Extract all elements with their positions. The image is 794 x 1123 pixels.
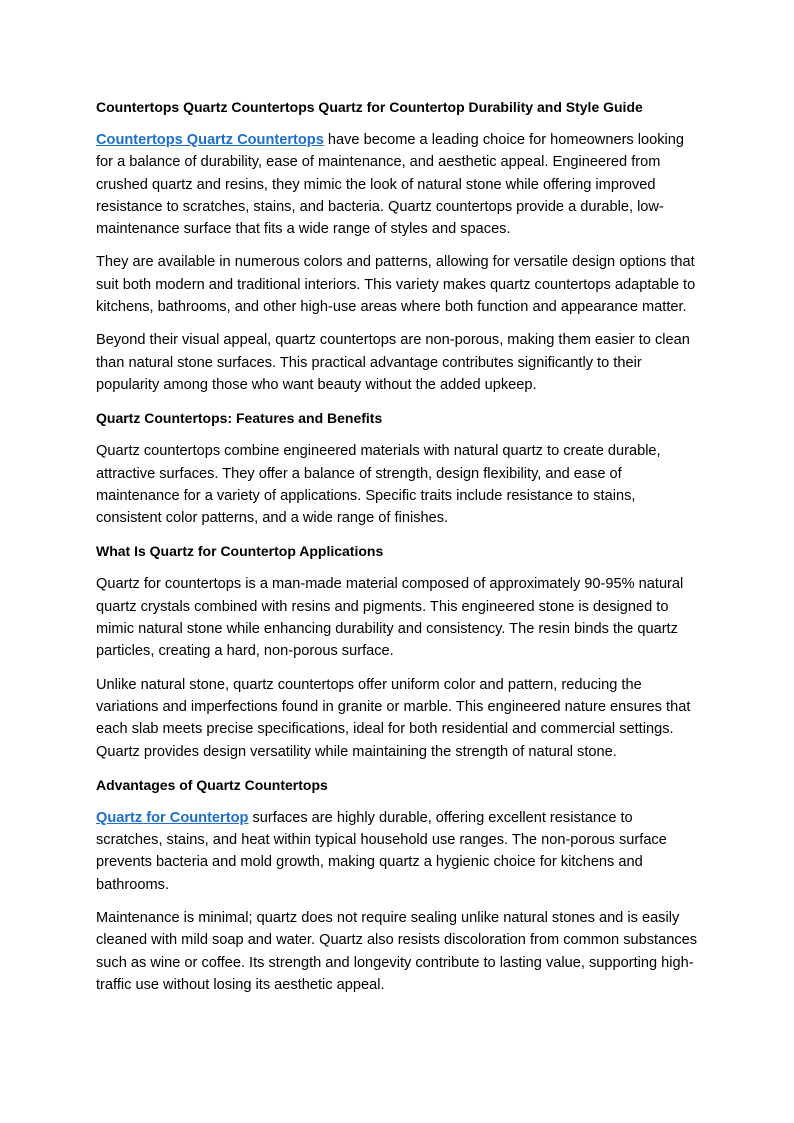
features-paragraph-1: Quartz countertops combine engineered materials with natural quartz to create durable, attractive surfaces. They offer a balance of strength, design flexibility, and ease of maintenance for a variety of applications. Specific traits include resistance to stains, consistent color patterns, and a wide range of finishes.: [96, 443, 661, 527]
what-is-paragraph-1: Quartz for countertops is a man-made material composed of approximately 90-95% natural quartz crystals combined with resins and pigments. This engineered stone is designed to mimic natural stone while enhancing durability and consistency. The resin binds the quartz particles, creating a hard, non-porous surface.: [96, 576, 684, 660]
countertops-quartz-link[interactable]: Countertops Quartz Countertops: [96, 132, 324, 148]
features-heading: Quartz Countertops: Features and Benefits: [96, 410, 383, 427]
what-is-heading: What Is Quartz for Countertop Applications: [96, 543, 384, 560]
document-title: Countertops Quartz Countertops Quartz for Countertop Durability and Style Guide: [96, 99, 643, 115]
intro-paragraph-3: Beyond their visual appeal, quartz countertops are non-porous, making them easier to clean than natural stone surfaces. This practical advantage contributes significantly to their popularity among those who want beauty without the added upkeep.: [96, 332, 690, 393]
quartz-for-countertop-link[interactable]: Quartz for Countertop: [96, 809, 249, 826]
intro-paragraph-1: [96, 129, 700, 240]
what-is-paragraph-2: Unlike natural stone, quartz countertops offer uniform color and pattern, reducing the variations and imperfections found in granite or marble. This engineered nature ensures that each slab meets precise specifications, ideal for both residential and commercial settings. Quartz provides design versatility while maintaining the strength of natural stone.: [96, 676, 691, 760]
document-page: [96, 96, 700, 1007]
advantages-heading: Advantages of Quartz Countertops: [96, 776, 328, 793]
intro-paragraph-2: They are available in numerous colors and patterns, allowing for versatile design options that suit both modern and traditional interiors. This variety makes quartz countertops adaptable to kitchens, bathrooms, and other high-use areas where both function and appearance matter.: [96, 254, 696, 316]
intro-paragraph-1-text: have become a leading choice for homeowners looking for a balance of durability, ease of maintenance, and aesthetic appeal. Engineered from crushed quartz and resins, they mimic the look of natural stone while offering improved resistance to scratches, stains, and bacteria. Quartz countertops provide a durable, low-maintenance surface that fits a wide range of styles and spaces.: [96, 132, 685, 238]
advantages-paragraph-2: Maintenance is minimal; quartz does not require sealing unlike natural stones and is easily cleaned with mild soap and water. Quartz also resists discoloration from common substances such as wine or coffee. Its strength and longevity contribute to lasting value, supporting high-traffic use without losing its aesthetic appeal.: [96, 910, 698, 993]
advantages-paragraph-1-text: surfaces are highly durable, offering excellent resistance to scratches, stains, and heat within typical household use ranges. The non-porous surface prevents bacteria and mold growth, making quartz a hygienic choice for kitchens and bathrooms.: [96, 809, 667, 893]
advantages-paragraph-1: [96, 807, 700, 896]
